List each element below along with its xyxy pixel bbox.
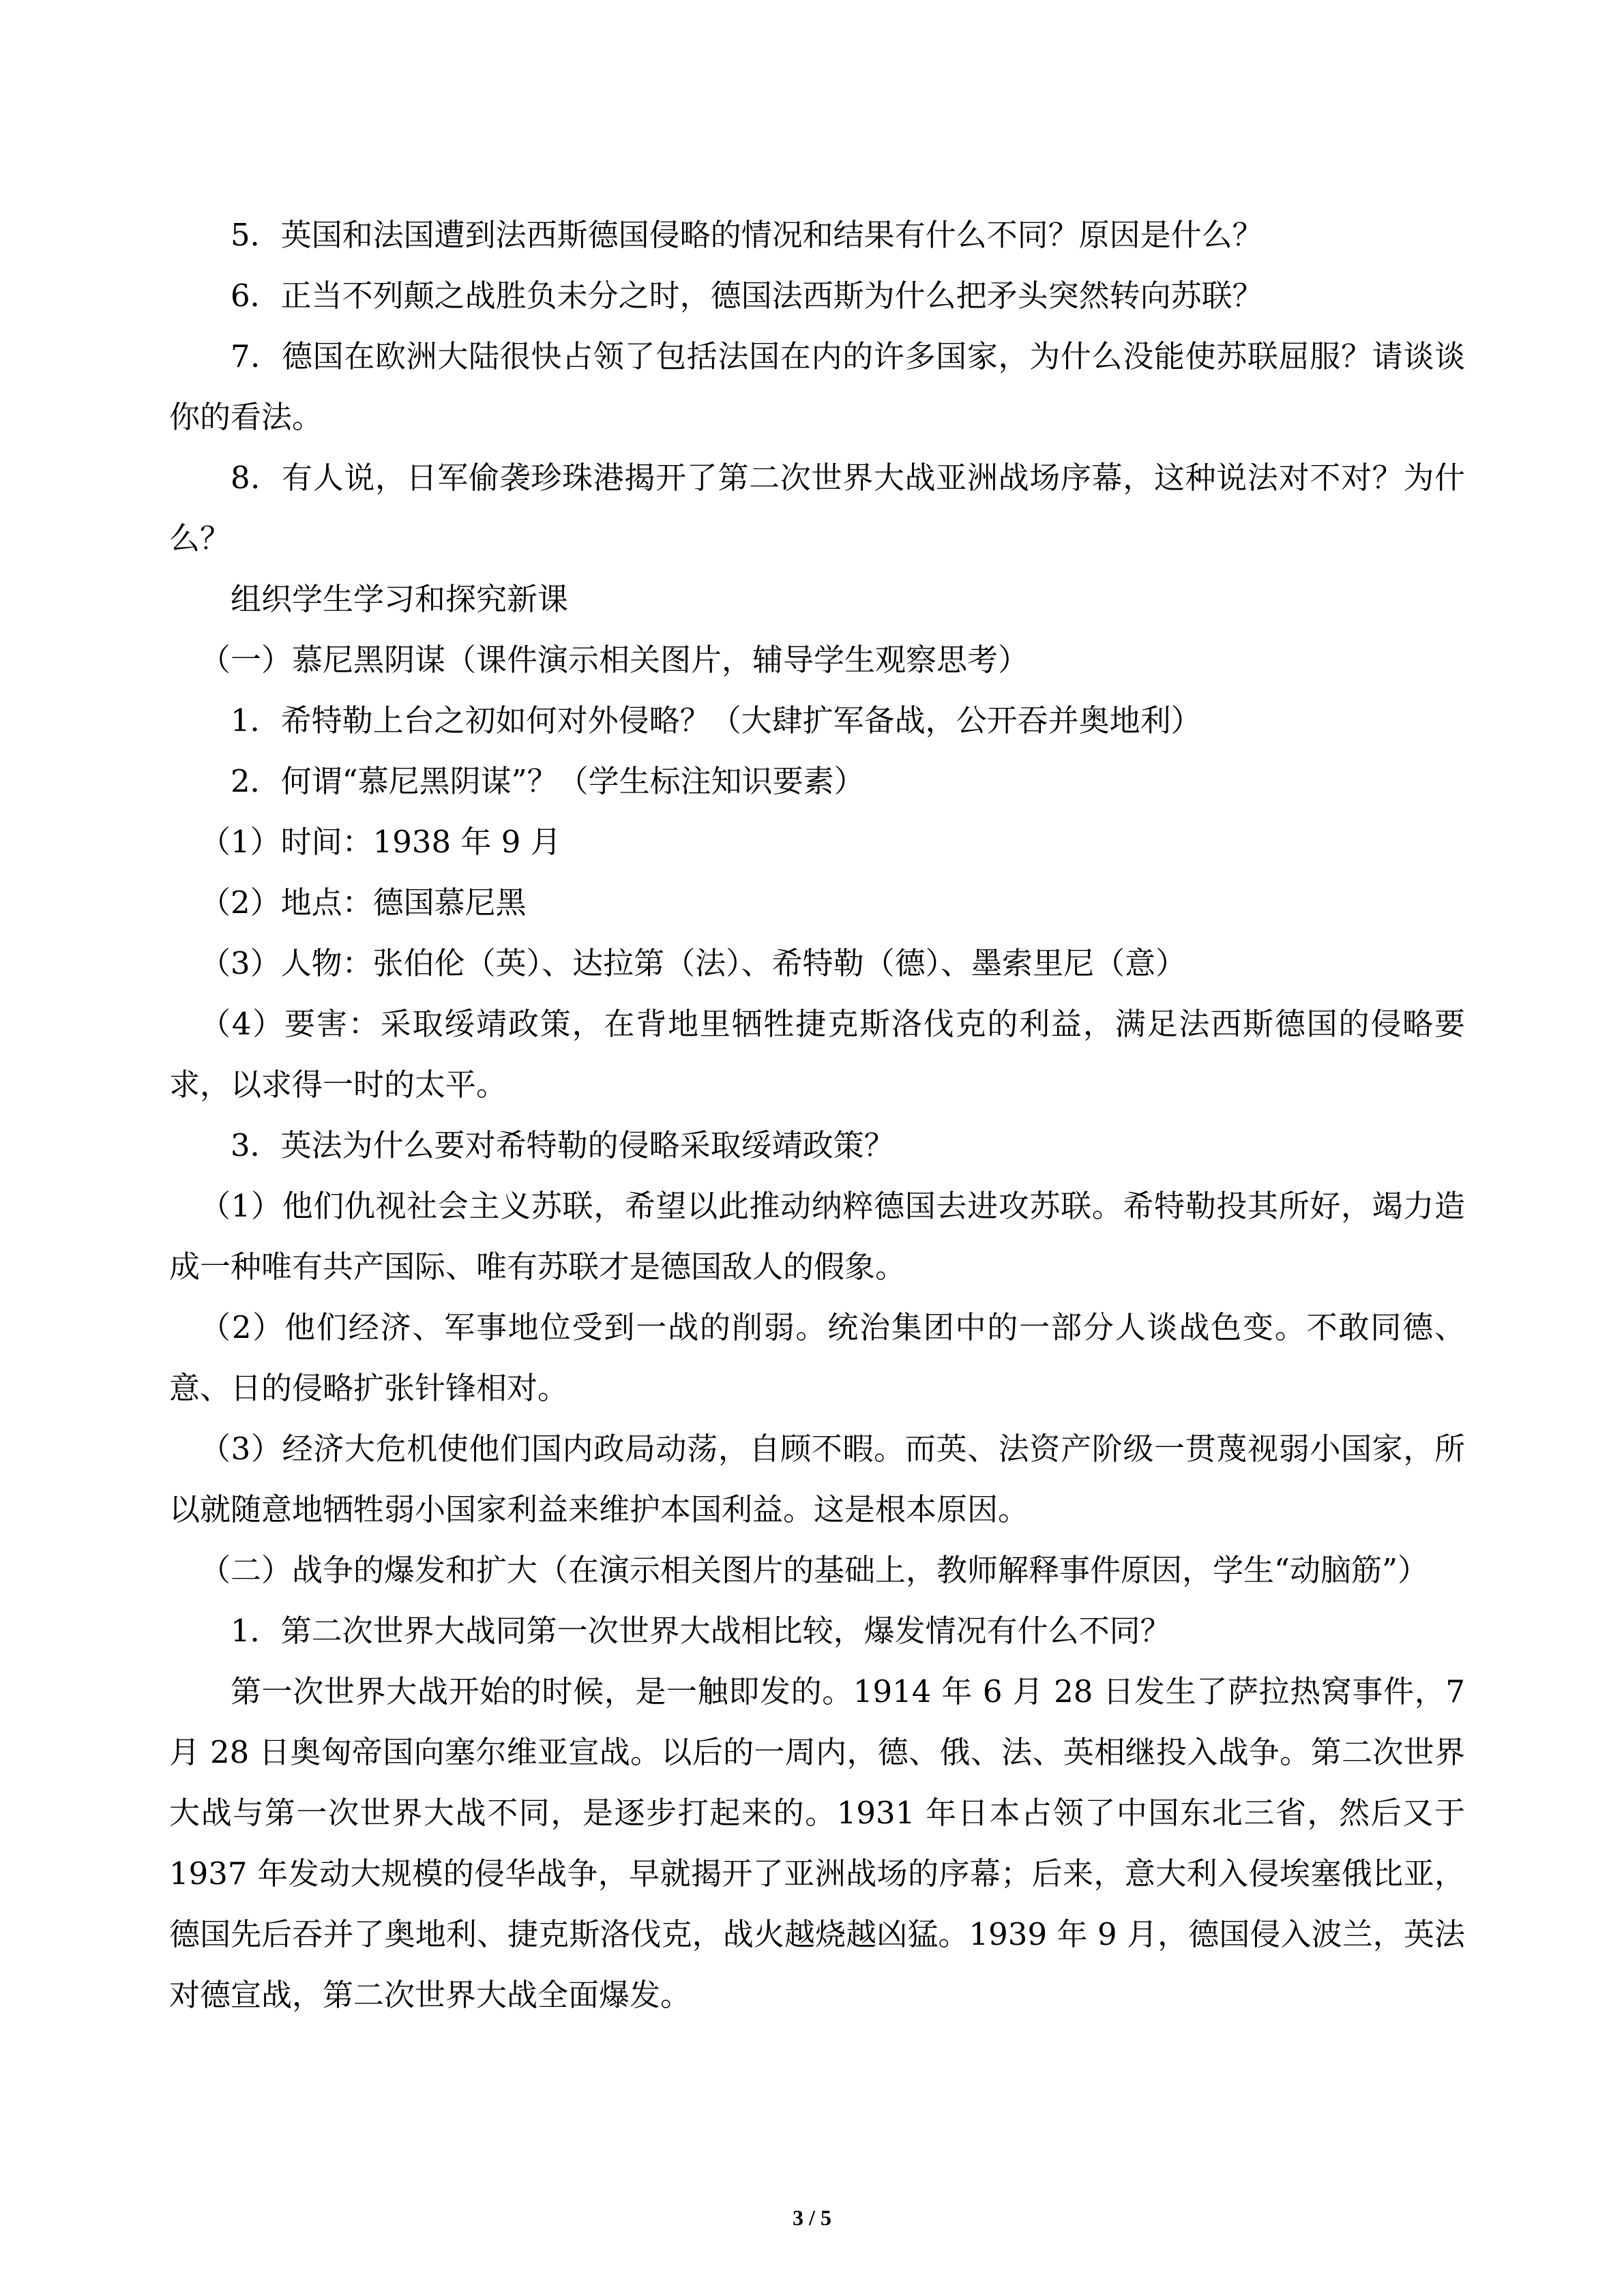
munich-point-1: 1．希特勒上台之初如何对外侵略？（大肆扩军备战，公开吞并奥地利） (231, 702, 1202, 739)
question-6: 6．正当不列颠之战胜负未分之时，德国法西斯为什么把矛头突然转向苏联？ (231, 278, 1263, 314)
munich-point-3: 3．英法为什么要对希特勒的侵略采取绥靖政策？ (231, 1127, 895, 1163)
question-8: 8．有人说，日军偷袭珍珠港揭开了第二次世界大战亚洲战场序幕，这种说法对不对？为什么？ (169, 460, 1465, 556)
appeasement-reason-3: （3）经济大危机使他们国内政局动荡，自顾不暇。而英、法资产阶级一贯蔑视弱小国家，所以就随意地牺牲弱小国家利益来维护本国利益。这是根本原因。 (169, 1431, 1465, 1527)
munich-element-people: （3）人物：张伯伦（英）、达拉第（法）、希特勒（德）、墨索里尼（意） (200, 945, 1187, 981)
appeasement-reason-1: （1）他们仇视社会主义苏联，希望以此推动纳粹德国去进攻苏联。希特勒投其所好，竭力造成一种唯有共产国际、唯有苏联才是德国敌人的假象。 (169, 1188, 1465, 1285)
war-answer: 第一次世界大战开始的时候，是一触即发的。1914 年 6 月 28 日发生了萨拉热窝事件，7 月 28 日奥匈帝国向塞尔维亚宣战。以后的一周内，德、俄、法、英相继投入战争。第二次世界大战与第一次世界大战不同，是逐步打起来的。1931 年日本占领了中国东北三省，然后又于 1937 年发动大规模的侵华战争，早就揭开了亚洲战场的序幕；后来，意大利入侵埃塞俄比亚，德国先后吞并了奥地利、捷克斯洛伐克，战火越烧越凶猛。1939 年 9 月，德国侵入波兰，英法对德宣战，第二次世界大战全面爆发。 (169, 1673, 1465, 2013)
section-heading-munich: （一）慕尼黑阴谋（课件演示相关图片，辅导学生观察思考） (200, 642, 1029, 678)
document-body (169, 205, 1465, 2025)
page-number: 3 / 5 (793, 2205, 831, 2230)
munich-element-time: （1）时间：1938 年 9 月 (200, 824, 561, 860)
munich-point-2: 2．何谓“慕尼黑阴谋”？（学生标注知识要素） (231, 763, 865, 799)
question-7: 7．德国在欧洲大陆很快占领了包括法国在内的许多国家，为什么没能使苏联屈服？请谈谈你的看法。 (169, 338, 1465, 435)
section-heading-war: （二）战争的爆发和扩大（在演示相关图片的基础上，教师解释事件原因，学生“动脑筋”） (200, 1552, 1429, 1588)
munich-element-essence: （4）要害：采取绥靖政策，在背地里牺牲捷克斯洛伐克的利益，满足法西斯德国的侵略要求，以求得一时的太平。 (169, 1006, 1465, 1103)
appeasement-reason-2: （2）他们经济、军事地位受到一战的削弱。统治集团中的一部分人谈战色变。不敢同德、意、日的侵略扩张针锋相对。 (169, 1309, 1465, 1406)
war-point-1: 1．第二次世界大战同第一次世界大战相比较，爆发情况有什么不同？ (231, 1613, 1171, 1649)
munich-element-place: （2）地点：德国慕尼黑 (200, 884, 527, 921)
question-5: 5．英国和法国遭到法西斯德国侵略的情况和结果有什么不同？原因是什么？ (231, 217, 1263, 253)
section-intro: 组织学生学习和探究新课 (231, 581, 569, 617)
